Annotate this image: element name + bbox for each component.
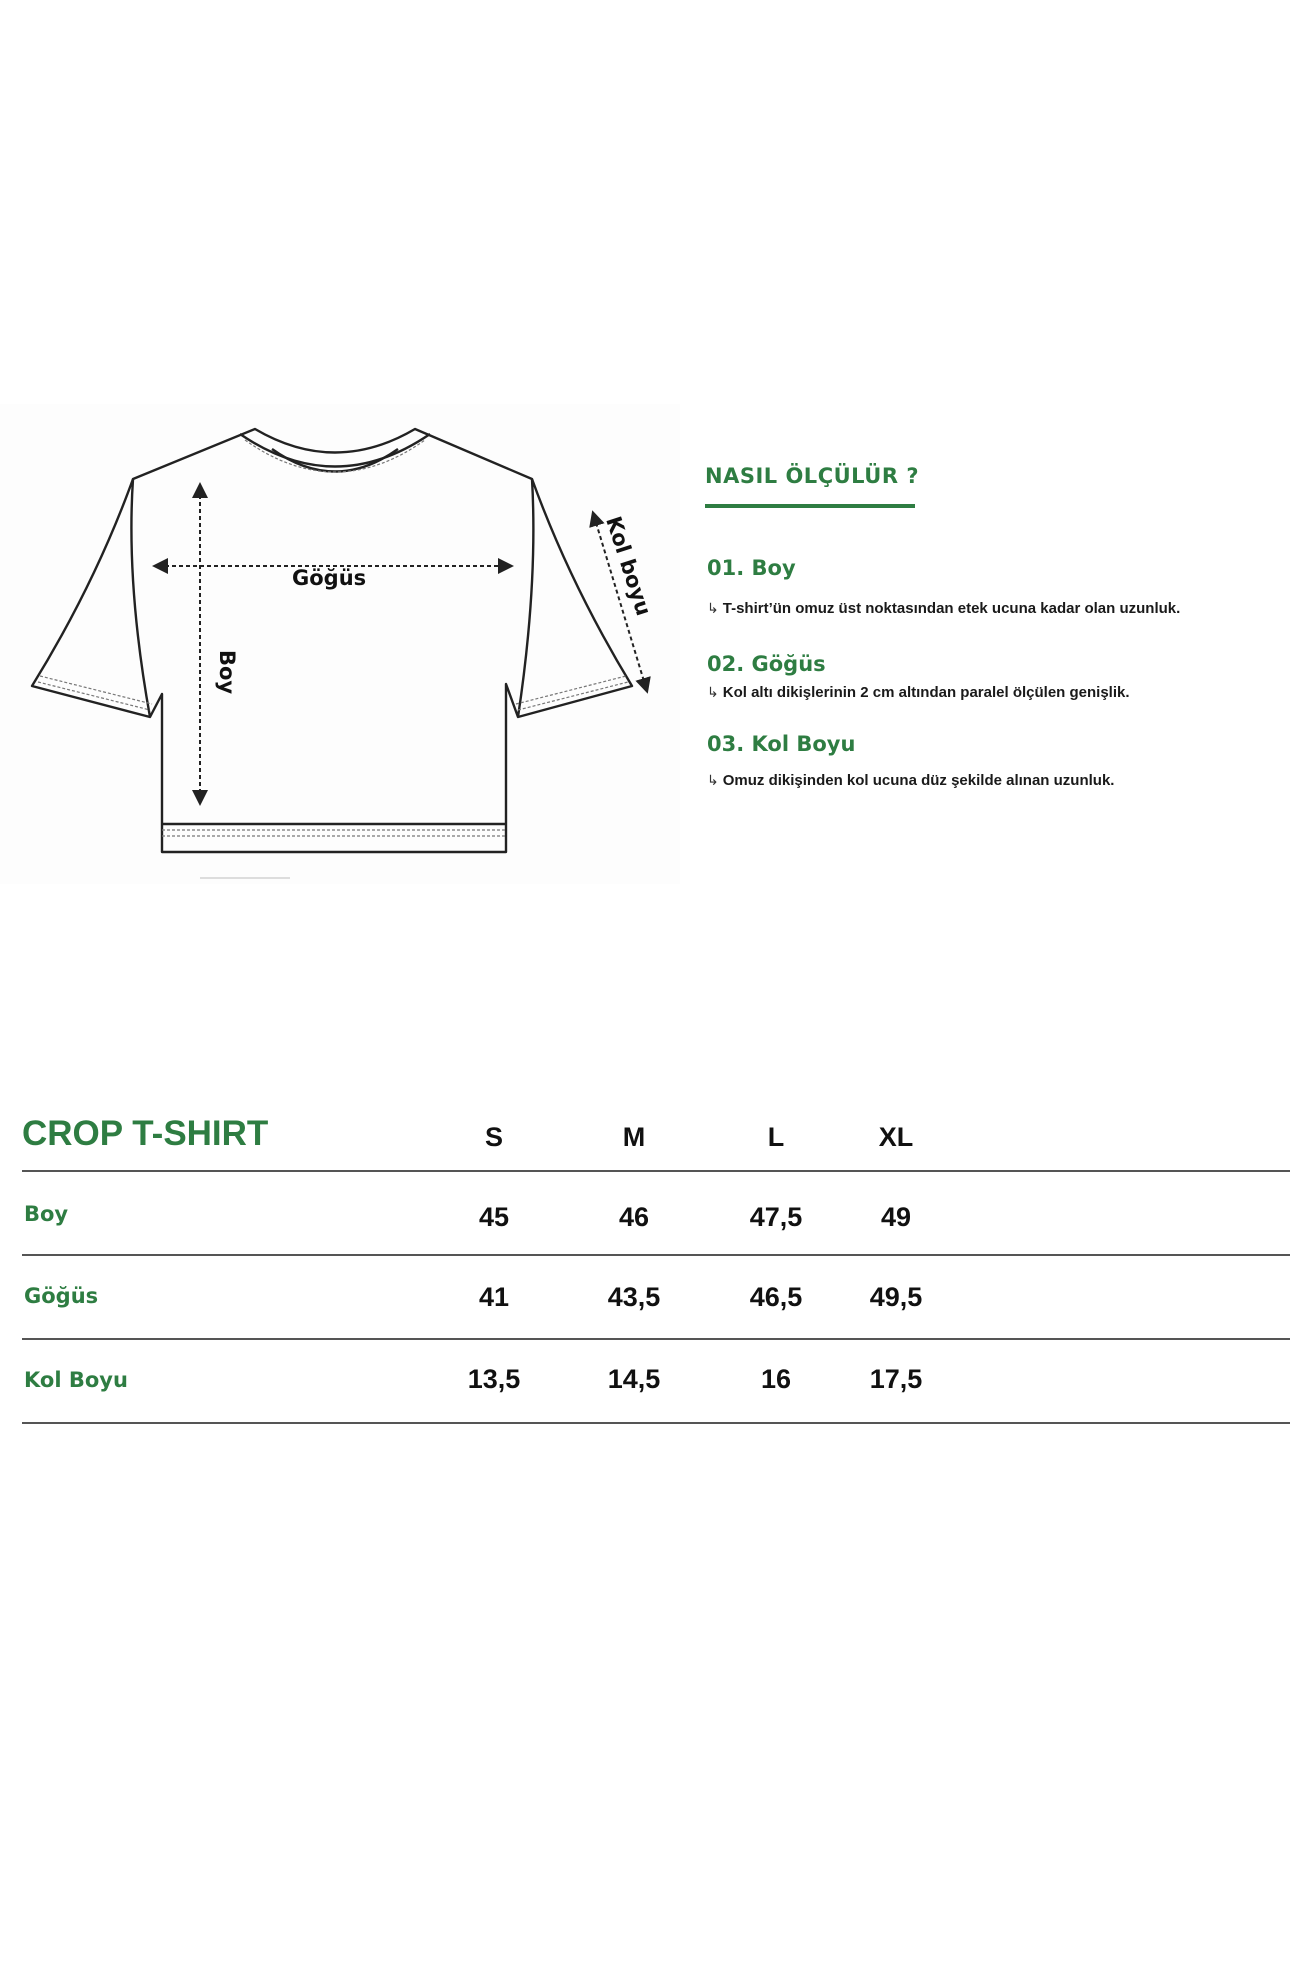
table-cell: 46,5: [749, 1282, 803, 1312]
row-label-sleeve: Kol Boyu: [24, 1368, 128, 1392]
size-header-xl: XL: [878, 1122, 914, 1152]
table-divider: [22, 1338, 1290, 1340]
table-cell: 45: [478, 1202, 510, 1232]
row-label-chest: Göğüs: [24, 1284, 99, 1308]
step-desc-sleeve: [707, 772, 1114, 789]
size-header-l: L: [767, 1122, 785, 1152]
length-label: Boy: [215, 649, 240, 695]
guide-title: NASIL ÖLÇÜLÜR ?: [705, 464, 920, 488]
step-desc-text: T-shirt’ün omuz üst noktasından etek ucuna kadar olan uzunluk.: [722, 600, 1181, 617]
return-arrow-icon: ↳: [707, 773, 719, 789]
chest-label: Göğüs: [292, 566, 367, 590]
size-table-title: CROP T-SHIRT: [22, 1114, 269, 1153]
step-desc-chest: [707, 684, 1130, 701]
table-divider: [22, 1422, 1290, 1424]
return-arrow-icon: ↳: [707, 685, 719, 701]
step-heading-sleeve: 03. Kol Boyu: [707, 732, 856, 756]
step-desc-length: [707, 600, 1180, 617]
table-cell: 46: [618, 1202, 650, 1232]
sleeve-length-label: Kol boyu: [601, 513, 656, 619]
table-divider: [22, 1170, 1290, 1172]
row-label-length: Boy: [24, 1202, 69, 1226]
table-cell: 16: [760, 1364, 792, 1394]
size-table: [22, 1114, 1290, 1434]
tshirt-outline-icon: [0, 404, 680, 884]
table-cell: 49: [880, 1202, 912, 1232]
table-cell: 13,5: [467, 1364, 521, 1394]
table-divider: [22, 1254, 1290, 1256]
step-heading-length: 01. Boy: [707, 556, 796, 580]
size-header-s: S: [484, 1122, 503, 1152]
step-desc-text: Kol altı dikişlerinin 2 cm altından paralel ölçülen genişlik.: [722, 684, 1130, 701]
table-cell: 43,5: [607, 1282, 661, 1312]
table-cell: 47,5: [749, 1202, 803, 1232]
size-header-m: M: [622, 1122, 646, 1152]
table-cell: 17,5: [869, 1364, 923, 1394]
tshirt-diagram: [0, 404, 680, 884]
table-cell: 14,5: [607, 1364, 661, 1394]
table-cell: 49,5: [869, 1282, 923, 1312]
table-cell: 41: [478, 1282, 510, 1312]
step-heading-chest: 02. Göğüs: [707, 652, 826, 676]
guide-title-underline: [705, 504, 915, 508]
step-desc-text: Omuz dikişinden kol ucuna düz şekilde alınan uzunluk.: [722, 772, 1115, 789]
return-arrow-icon: ↳: [707, 601, 719, 617]
